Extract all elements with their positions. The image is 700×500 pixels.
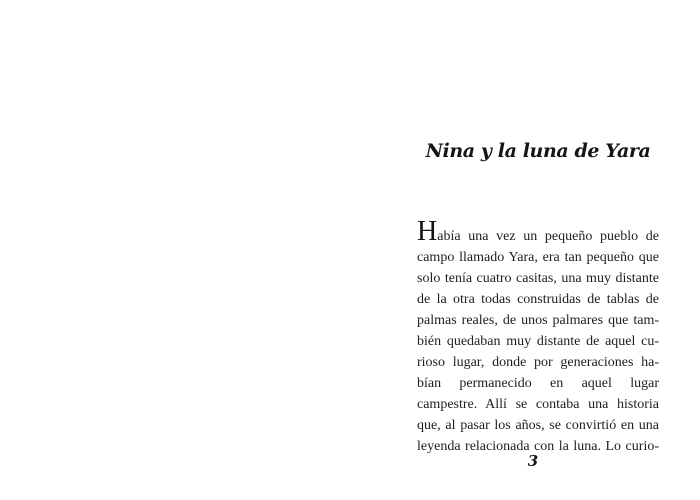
- chapter-title: Nina y la luna de Yara: [425, 140, 651, 162]
- page-number: 3: [527, 452, 539, 470]
- paragraph-line: rioso lugar, donde por generaciones ha-: [417, 355, 659, 370]
- paragraph-line: que, al pasar los años, se convirtió en una: [417, 418, 659, 433]
- drop-cap: H: [417, 216, 438, 247]
- paragraph-line: bién quedaban muy distante de aquel cu-: [417, 334, 659, 349]
- paragraph-line: leyenda relacionada con la luna. Lo curio-: [417, 439, 659, 454]
- right-page: [417, 0, 659, 500]
- paragraph-line: [417, 216, 659, 247]
- paragraph-line: solo tenía cuatro casitas, una muy distante: [417, 271, 659, 286]
- paragraph-line: palmas reales, de unos palmares que tam-: [417, 313, 659, 328]
- paragraph-line: campo llamado Yara, era tan pequeño que: [417, 250, 659, 265]
- paragraph-line: bían permanecido en aquel lugar: [417, 376, 659, 391]
- paragraph-line-text: abía una vez un pequeño pueblo de: [437, 229, 659, 244]
- paragraph-line: de la otra todas construidas de tablas de: [417, 292, 659, 307]
- story-paragraph: [417, 216, 659, 457]
- paragraph-line: campestre. Allí se contaba una historia: [417, 397, 659, 412]
